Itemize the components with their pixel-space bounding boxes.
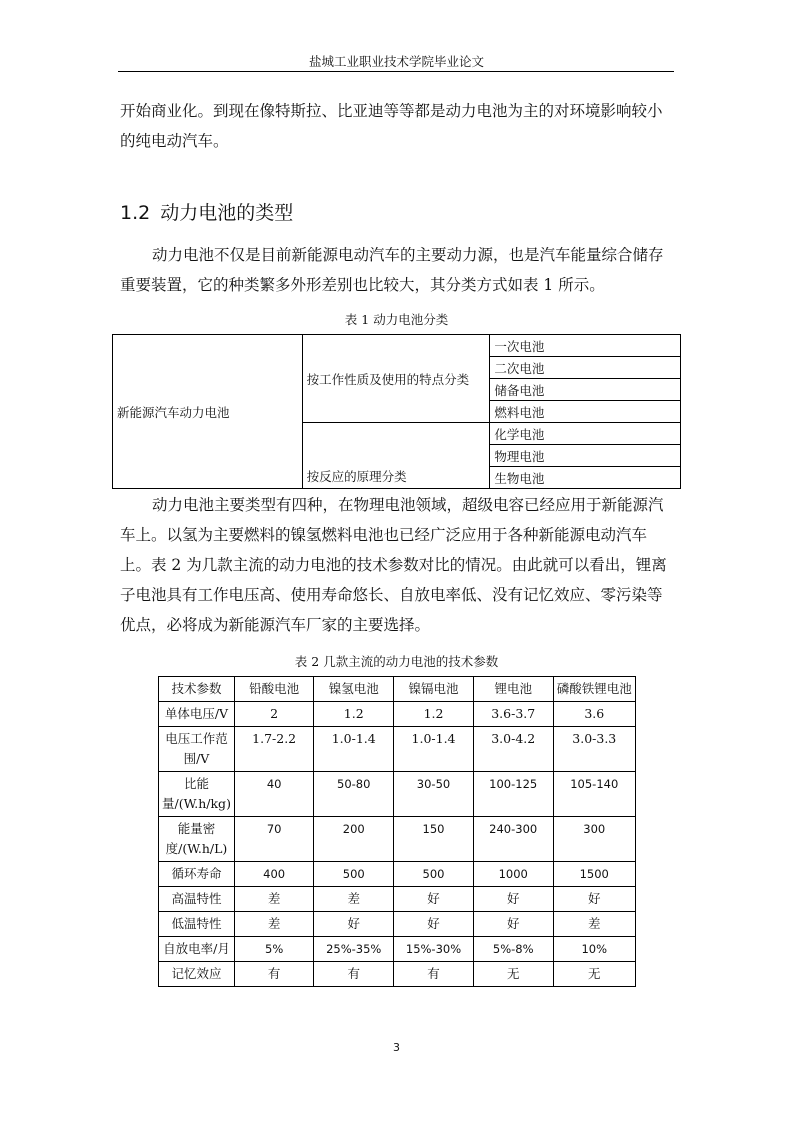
table-cell: 3.0-3.3 <box>553 727 635 772</box>
table-cell: 记忆效应 <box>159 962 235 987</box>
table-cell: 有 <box>394 962 474 987</box>
table-cell: 5% <box>234 937 313 962</box>
paragraph-types: 动力电池不仅是目前新能源电动汽车的主要动力源，也是汽车能量综合储存重要装置，它的种类繁多外形差别也比较大，其分类方式如表 1 所示。 <box>120 246 664 294</box>
table-cell: 自放电率/月 <box>159 937 235 962</box>
table-cell: 有 <box>234 962 313 987</box>
table-cell: 好 <box>473 912 553 937</box>
table-cell: 1.0-1.4 <box>314 727 394 772</box>
table-cell: 能量密度/(W.h/L) <box>159 817 235 862</box>
table-row <box>159 727 636 772</box>
table-cell: 高温特性 <box>159 887 235 912</box>
table-cell: 3.0-4.2 <box>473 727 553 772</box>
table-row <box>159 962 636 987</box>
table-cell: 1.2 <box>314 702 394 727</box>
table-cell: 300 <box>553 817 635 862</box>
table-row <box>159 862 636 887</box>
table-cell: 好 <box>314 912 394 937</box>
table-cell: 10% <box>553 937 635 962</box>
table-battery-classification <box>112 334 681 489</box>
column-header: 铅酸电池 <box>234 677 313 702</box>
table-cell: 3.6 <box>553 702 635 727</box>
table1-group-cell: 按工作性质及使用的特点分类 <box>302 335 490 423</box>
table-cell: 70 <box>234 817 313 862</box>
table-row <box>159 912 636 937</box>
column-header: 锂电池 <box>473 677 553 702</box>
table-cell: 500 <box>314 862 394 887</box>
table-cell: 105-140 <box>553 772 635 817</box>
table1-root-cell: 新能源汽车动力电池 <box>113 335 303 489</box>
table-cell: 500 <box>394 862 474 887</box>
table1-item-cell: 化学电池 <box>490 423 681 445</box>
table-cell: 比能量/(W.h/kg) <box>159 772 235 817</box>
table-cell: 1.2 <box>394 702 474 727</box>
table-cell: 200 <box>314 817 394 862</box>
table-cell: 240-300 <box>473 817 553 862</box>
table1-item-cell: 燃料电池 <box>490 401 681 423</box>
table-cell: 无 <box>553 962 635 987</box>
table-cell: 无 <box>473 962 553 987</box>
table1-group-cell: 按反应的原理分类 <box>302 423 490 489</box>
paragraph-intro: 开始商业化。到现在像特斯拉、比亚迪等等都是动力电池为主的对环境影响较小的纯电动汽车。 <box>120 102 663 150</box>
table1-item-cell: 生物电池 <box>490 467 681 489</box>
table-cell: 1000 <box>473 862 553 887</box>
table-cell: 30-50 <box>394 772 474 817</box>
table-row <box>113 335 681 357</box>
table-cell: 1.0-1.4 <box>394 727 474 772</box>
table-cell: 40 <box>234 772 313 817</box>
table-cell: 5%-8% <box>473 937 553 962</box>
table-battery-parameters <box>158 676 636 987</box>
table-header-row <box>159 677 636 702</box>
paragraph-main-types: 动力电池主要类型有四种，在物理电池领域，超级电容已经应用于新能源汽车上。以氢为主要燃料的镍氢燃料电池也已经广泛应用于各种新能源电动汽车上。表 2 为几款主流的动力电池的技术参数对比的情况。由此就可以看出，锂离子电池具有工作电压高、使用寿命悠长、自放电率低、没有记忆效应、零污染等优点，必将成为新能源汽车厂家的主要选择。 <box>120 496 667 634</box>
table-row <box>159 772 636 817</box>
table-cell: 单体电压/V <box>159 702 235 727</box>
table-cell: 50-80 <box>314 772 394 817</box>
column-header: 磷酸铁锂电池 <box>553 677 635 702</box>
column-header: 镍镉电池 <box>394 677 474 702</box>
table-cell: 400 <box>234 862 313 887</box>
table-cell: 好 <box>473 887 553 912</box>
table-cell: 1500 <box>553 862 635 887</box>
table-cell: 100-125 <box>473 772 553 817</box>
table-cell: 差 <box>234 912 313 937</box>
table-row <box>159 887 636 912</box>
header-rule <box>118 71 674 72</box>
table-cell: 25%-35% <box>314 937 394 962</box>
table-cell: 差 <box>314 887 394 912</box>
table-cell: 电压工作范围/V <box>159 727 235 772</box>
table-cell: 差 <box>553 912 635 937</box>
table-cell: 差 <box>234 887 313 912</box>
table-cell: 15%-30% <box>394 937 474 962</box>
table2-caption: 表 2 几款主流的动力电池的技术参数 <box>294 654 499 669</box>
table-cell: 循环寿命 <box>159 862 235 887</box>
table-cell: 好 <box>553 887 635 912</box>
table-row <box>159 702 636 727</box>
table-cell: 好 <box>394 887 474 912</box>
table-cell: 150 <box>394 817 474 862</box>
page-number: 3 <box>393 1041 400 1054</box>
section-number: 1.2 <box>120 202 151 224</box>
table-cell: 3.6-3.7 <box>473 702 553 727</box>
table1-item-cell: 储备电池 <box>490 379 681 401</box>
table-row <box>159 817 636 862</box>
section-heading <box>120 198 293 225</box>
table-cell: 1.7-2.2 <box>234 727 313 772</box>
table-cell: 低温特性 <box>159 912 235 937</box>
table1-item-cell: 一次电池 <box>490 335 681 357</box>
table-cell: 好 <box>394 912 474 937</box>
table1-item-cell: 物理电池 <box>490 445 681 467</box>
table1-caption: 表 1 动力电池分类 <box>344 312 449 327</box>
column-header: 技术参数 <box>159 677 235 702</box>
table-cell: 2 <box>234 702 313 727</box>
table-row <box>159 937 636 962</box>
table-cell: 有 <box>314 962 394 987</box>
section-title: 动力电池的类型 <box>160 202 294 224</box>
table1-item-cell: 二次电池 <box>490 357 681 379</box>
page-header: 盐城工业职业技术学院毕业论文 <box>308 54 484 69</box>
column-header: 镍氢电池 <box>314 677 394 702</box>
